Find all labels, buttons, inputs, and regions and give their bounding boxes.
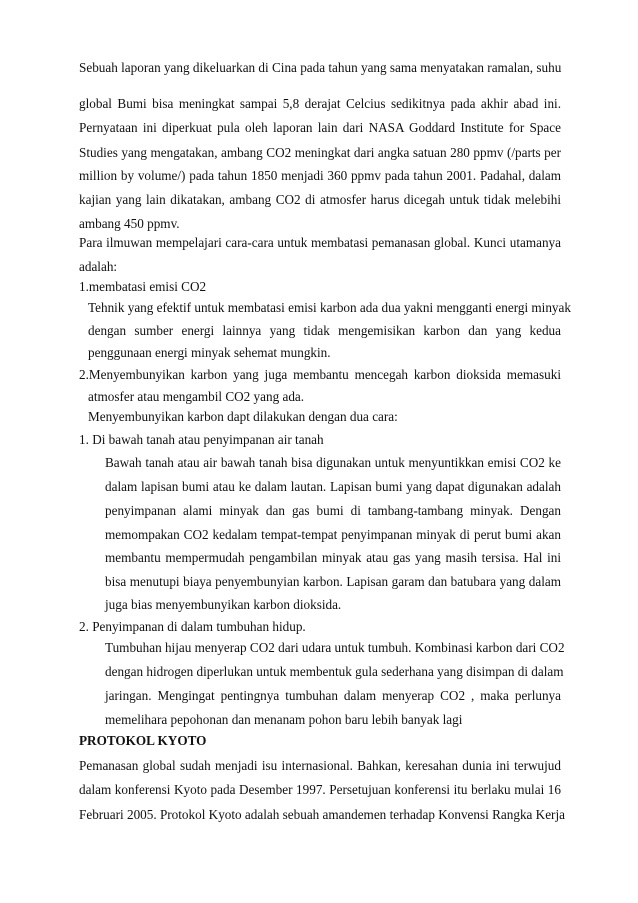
list-item-line: dengan sumber energi lainnya yang tidak mengemisikan karbon dan yang kedua bbox=[88, 323, 561, 338]
paragraph-line: Pernyataan ini diperkuat pula oleh laporan lain dari NASA Goddard Institute for Space bbox=[79, 120, 561, 135]
list-item-line: Tehnik yang efektif untuk membatasi emisi karbon ada dua yakni mengganti energi minyak bbox=[88, 300, 571, 315]
list-item-heading: 2.Menyembunyikan karbon yang juga membantu mencegah karbon dioksida memasuki bbox=[79, 367, 561, 382]
paragraph-line: Studies yang mengatakan, ambang CO2 meningkat dari angka satuan 280 ppmv (/parts per bbox=[79, 145, 561, 160]
sub-item-line: jaringan. Mengingat pentingnya tumbuhan dalam menyerap CO2 , maka perlunya bbox=[105, 688, 561, 703]
paragraph-line: global Bumi bisa meningkat sampai 5,8 derajat Celcius sedikitnya pada akhir abad ini. bbox=[79, 96, 561, 111]
sub-item-line: dengan hidrogen diperlukan untuk membentuk gula sederhana yang disimpan di dalam bbox=[105, 664, 564, 679]
sub-item-line: dalam lapisan bumi atau ke dalam lautan. Lapisan bumi yang dapat digunakan adalah bbox=[105, 479, 561, 494]
paragraph-line: kajian yang lain dikatakan, ambang CO2 di atmosfer harus dicegah untuk tidak melebihi bbox=[79, 192, 561, 207]
sub-item-line: memompakan CO2 kedalam tempat-tempat penyimpanan minyak di perut bumi akan bbox=[105, 527, 561, 542]
sub-item-heading: 1. Di bawah tanah atau penyimpanan air tanah bbox=[79, 432, 324, 447]
paragraph-line: Sebuah laporan yang dikeluarkan di Cina pada tahun yang sama menyatakan ramalan, suhu bbox=[79, 60, 562, 75]
sub-item-line: Tumbuhan hijau menyerap CO2 dari udara untuk tumbuh. Kombinasi karbon dari CO2 bbox=[105, 640, 565, 655]
paragraph-line: Para ilmuwan mempelajari cara-cara untuk membatasi pemanasan global. Kunci utamanya bbox=[79, 235, 561, 250]
list-item-line: atmosfer atau mengambil CO2 yang ada. bbox=[88, 389, 305, 404]
list-item-line: penggunaan energi minyak sehemat mungkin. bbox=[88, 345, 331, 360]
list-item-heading: 1.membatasi emisi CO2 bbox=[79, 279, 207, 294]
sub-item-heading: 2. Penyimpanan di dalam tumbuhan hidup. bbox=[79, 619, 306, 634]
sub-item-line: membantu mempermudah pengambilan minyak atau gas yang masih tersisa. Hal ini bbox=[105, 550, 561, 565]
sub-item-line: penyimpanan alami minyak dan gas bumi di tambang-tambang minyak. Dengan bbox=[105, 503, 561, 518]
paragraph-line: Februari 2005. Protokol Kyoto adalah sebuah amandemen terhadap Konvensi Rangka Kerja bbox=[79, 807, 565, 822]
list-item-line: Menyembunyikan karbon dapt dilakukan dengan dua cara: bbox=[88, 409, 398, 424]
sub-item-line: Bawah tanah atau air bawah tanah bisa digunakan untuk menyuntikkan emisi CO2 ke bbox=[105, 455, 561, 470]
sub-item-line: memelihara pepohonan dan menanam pohon baru lebih banyak lagi bbox=[105, 712, 463, 727]
paragraph-line: ambang 450 ppmv. bbox=[79, 216, 180, 231]
sub-item-line: bisa menutupi biaya penyembunyian karbon. Lapisan garam dan batubara yang dalam bbox=[105, 574, 561, 589]
section-heading: PROTOKOL KYOTO bbox=[79, 733, 207, 748]
paragraph-line: dalam konferensi Kyoto pada Desember 1997. Persetujuan konferensi itu berlaku mulai 16 bbox=[79, 782, 561, 797]
paragraph-line: million by volume/) pada tahun 1850 menjadi 360 ppmv pada tahun 2001. Padahal, dalam bbox=[79, 168, 561, 183]
paragraph-line: Pemanasan global sudah menjadi isu internasional. Bahkan, keresahan dunia ini terwujud bbox=[79, 758, 561, 773]
paragraph-line: adalah: bbox=[79, 259, 118, 274]
sub-item-line: juga bias menyembunyikan karbon dioksida. bbox=[105, 597, 342, 612]
